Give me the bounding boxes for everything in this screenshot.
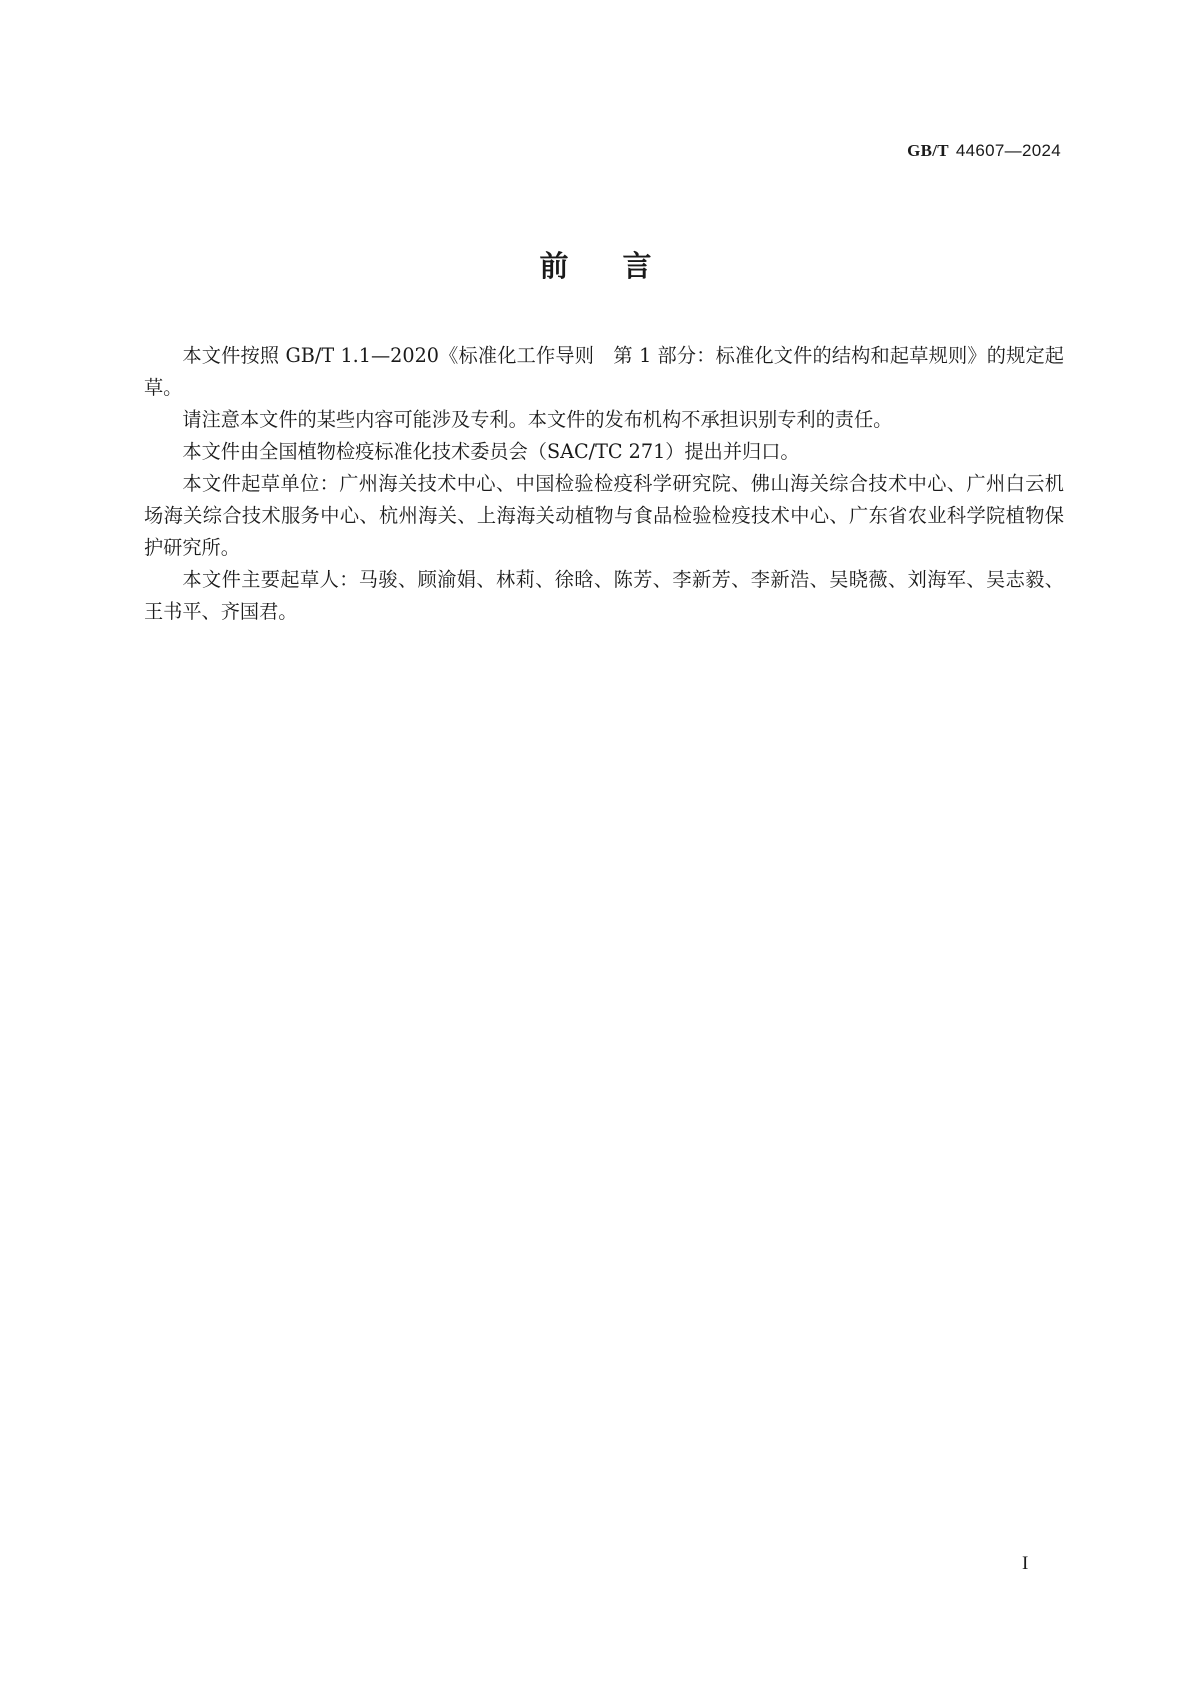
paragraph-drafting-units: 本文件起草单位：广州海关技术中心、中国检验检疫科学研究院、佛山海关综合技术中心、广州白云机场海关综合技术服务中心、杭州海关、上海海关动植物与食品检验检疫技术中心、广东省农业科学院植物保护研究所。 [144, 472, 1064, 559]
paragraph-drafters: 本文件主要起草人：马骏、顾渝娟、林莉、徐晗、陈芳、李新芳、李新浩、吴晓薇、刘海军、吴志毅、王书平、齐国君。 [144, 568, 1064, 623]
standard-code [907, 141, 1061, 161]
paragraph-proposer: 本文件由全国植物检疫标准化技术委员会（SAC/TC 271）提出并归口。 [182, 440, 800, 463]
paragraph-patent-notice: 请注意本文件的某些内容可能涉及专利。本文件的发布机构不承担识别专利的责任。 [182, 408, 893, 431]
standard-number: 44607—2024 [955, 141, 1061, 160]
page-title: 前言 [539, 249, 706, 283]
standard-prefix: GB/T [907, 141, 949, 160]
paragraph-drafting-rules: 本文件按照 GB/T 1.1—2020《标准化工作导则 第 1 部分：标准化文件的结构和起草规则》的规定起草。 [144, 344, 1064, 399]
foreword-body [144, 340, 1064, 628]
page-number: I [1022, 1553, 1029, 1574]
